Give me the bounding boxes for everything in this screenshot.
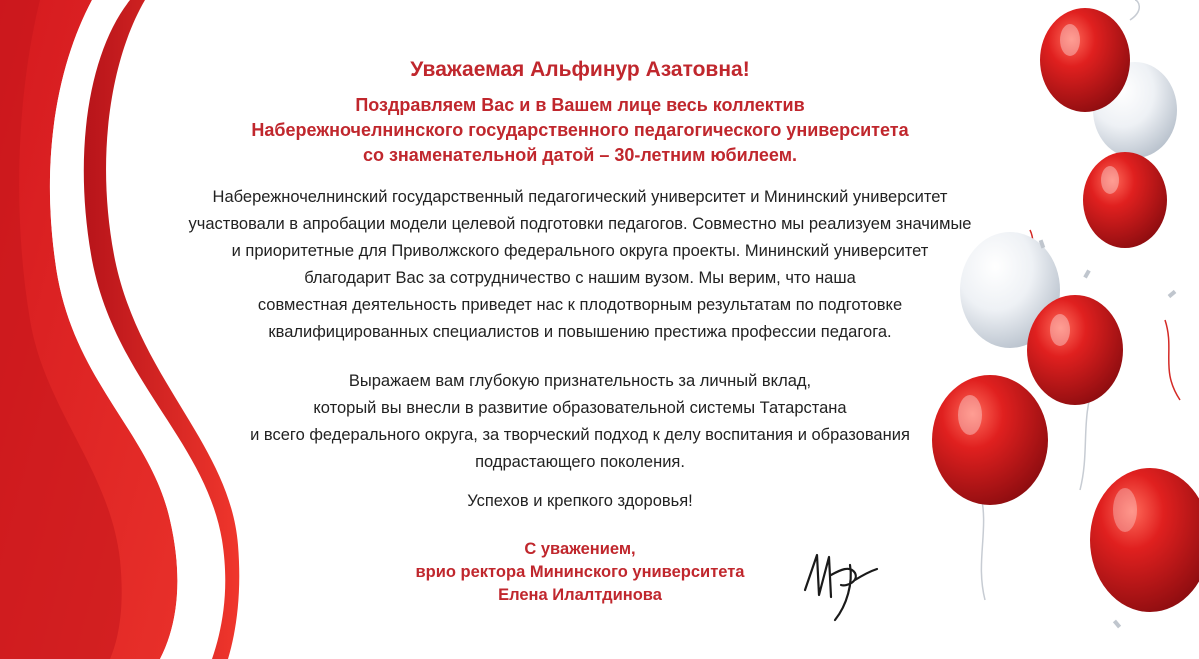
paragraph-line: благодарит Вас за сотрудничество с нашим вузом. Мы верим, что наша [304,269,856,287]
paragraph-line: подрастающего поколения. [475,453,685,471]
paragraph-line: и приоритетные для Приволжского федерального округа проекты. Мининский университет [231,242,929,260]
wish-line: Успехов и крепкого здоровья! [467,492,693,510]
paragraph-line: Набережночелнинский государственный педагогический университет и Мининский университет [212,188,948,206]
congratulation-line: Набережночелнинского государственного педагогического университета [251,120,909,140]
signoff-line: Елена Илалтдинова [498,586,662,604]
paragraph-line: который вы внесли в развитие образовательной системы Татарстана [313,399,847,417]
paragraph-gratitude [160,368,1000,476]
paragraph-cooperation [160,184,1000,346]
paragraph-line: участвовали в апробации модели целевой подготовки педагогов. Совместно мы реализуем значимые [188,215,972,233]
greeting-heading: Уважаемая Альфинур Азатовна! [410,58,750,81]
congratulation-line: со знаменательной датой – 30-летним юбилеем. [362,145,798,165]
balloons-decoration [920,0,1199,659]
congratulation-block [160,93,1000,168]
congratulation-line: Поздравляем Вас и в Вашем лице весь коллектив [355,95,805,115]
paragraph-line: Выражаем вам глубокую признательность за личный вклад, [348,372,812,390]
paragraph-line: совместная деятельность приведет нас к плодотворным результатам по подготовке [257,296,903,314]
signoff-line: врио ректора Мининского университета [415,563,745,581]
paragraph-line: и всего федерального округа, за творческий подход к делу воспитания и образования [250,426,910,444]
handwritten-signature [795,535,885,625]
signoff-line: С уважением, [524,540,636,558]
paragraph-line: квалифицированных специалистов и повышению престижа профессии педагога. [268,323,892,341]
